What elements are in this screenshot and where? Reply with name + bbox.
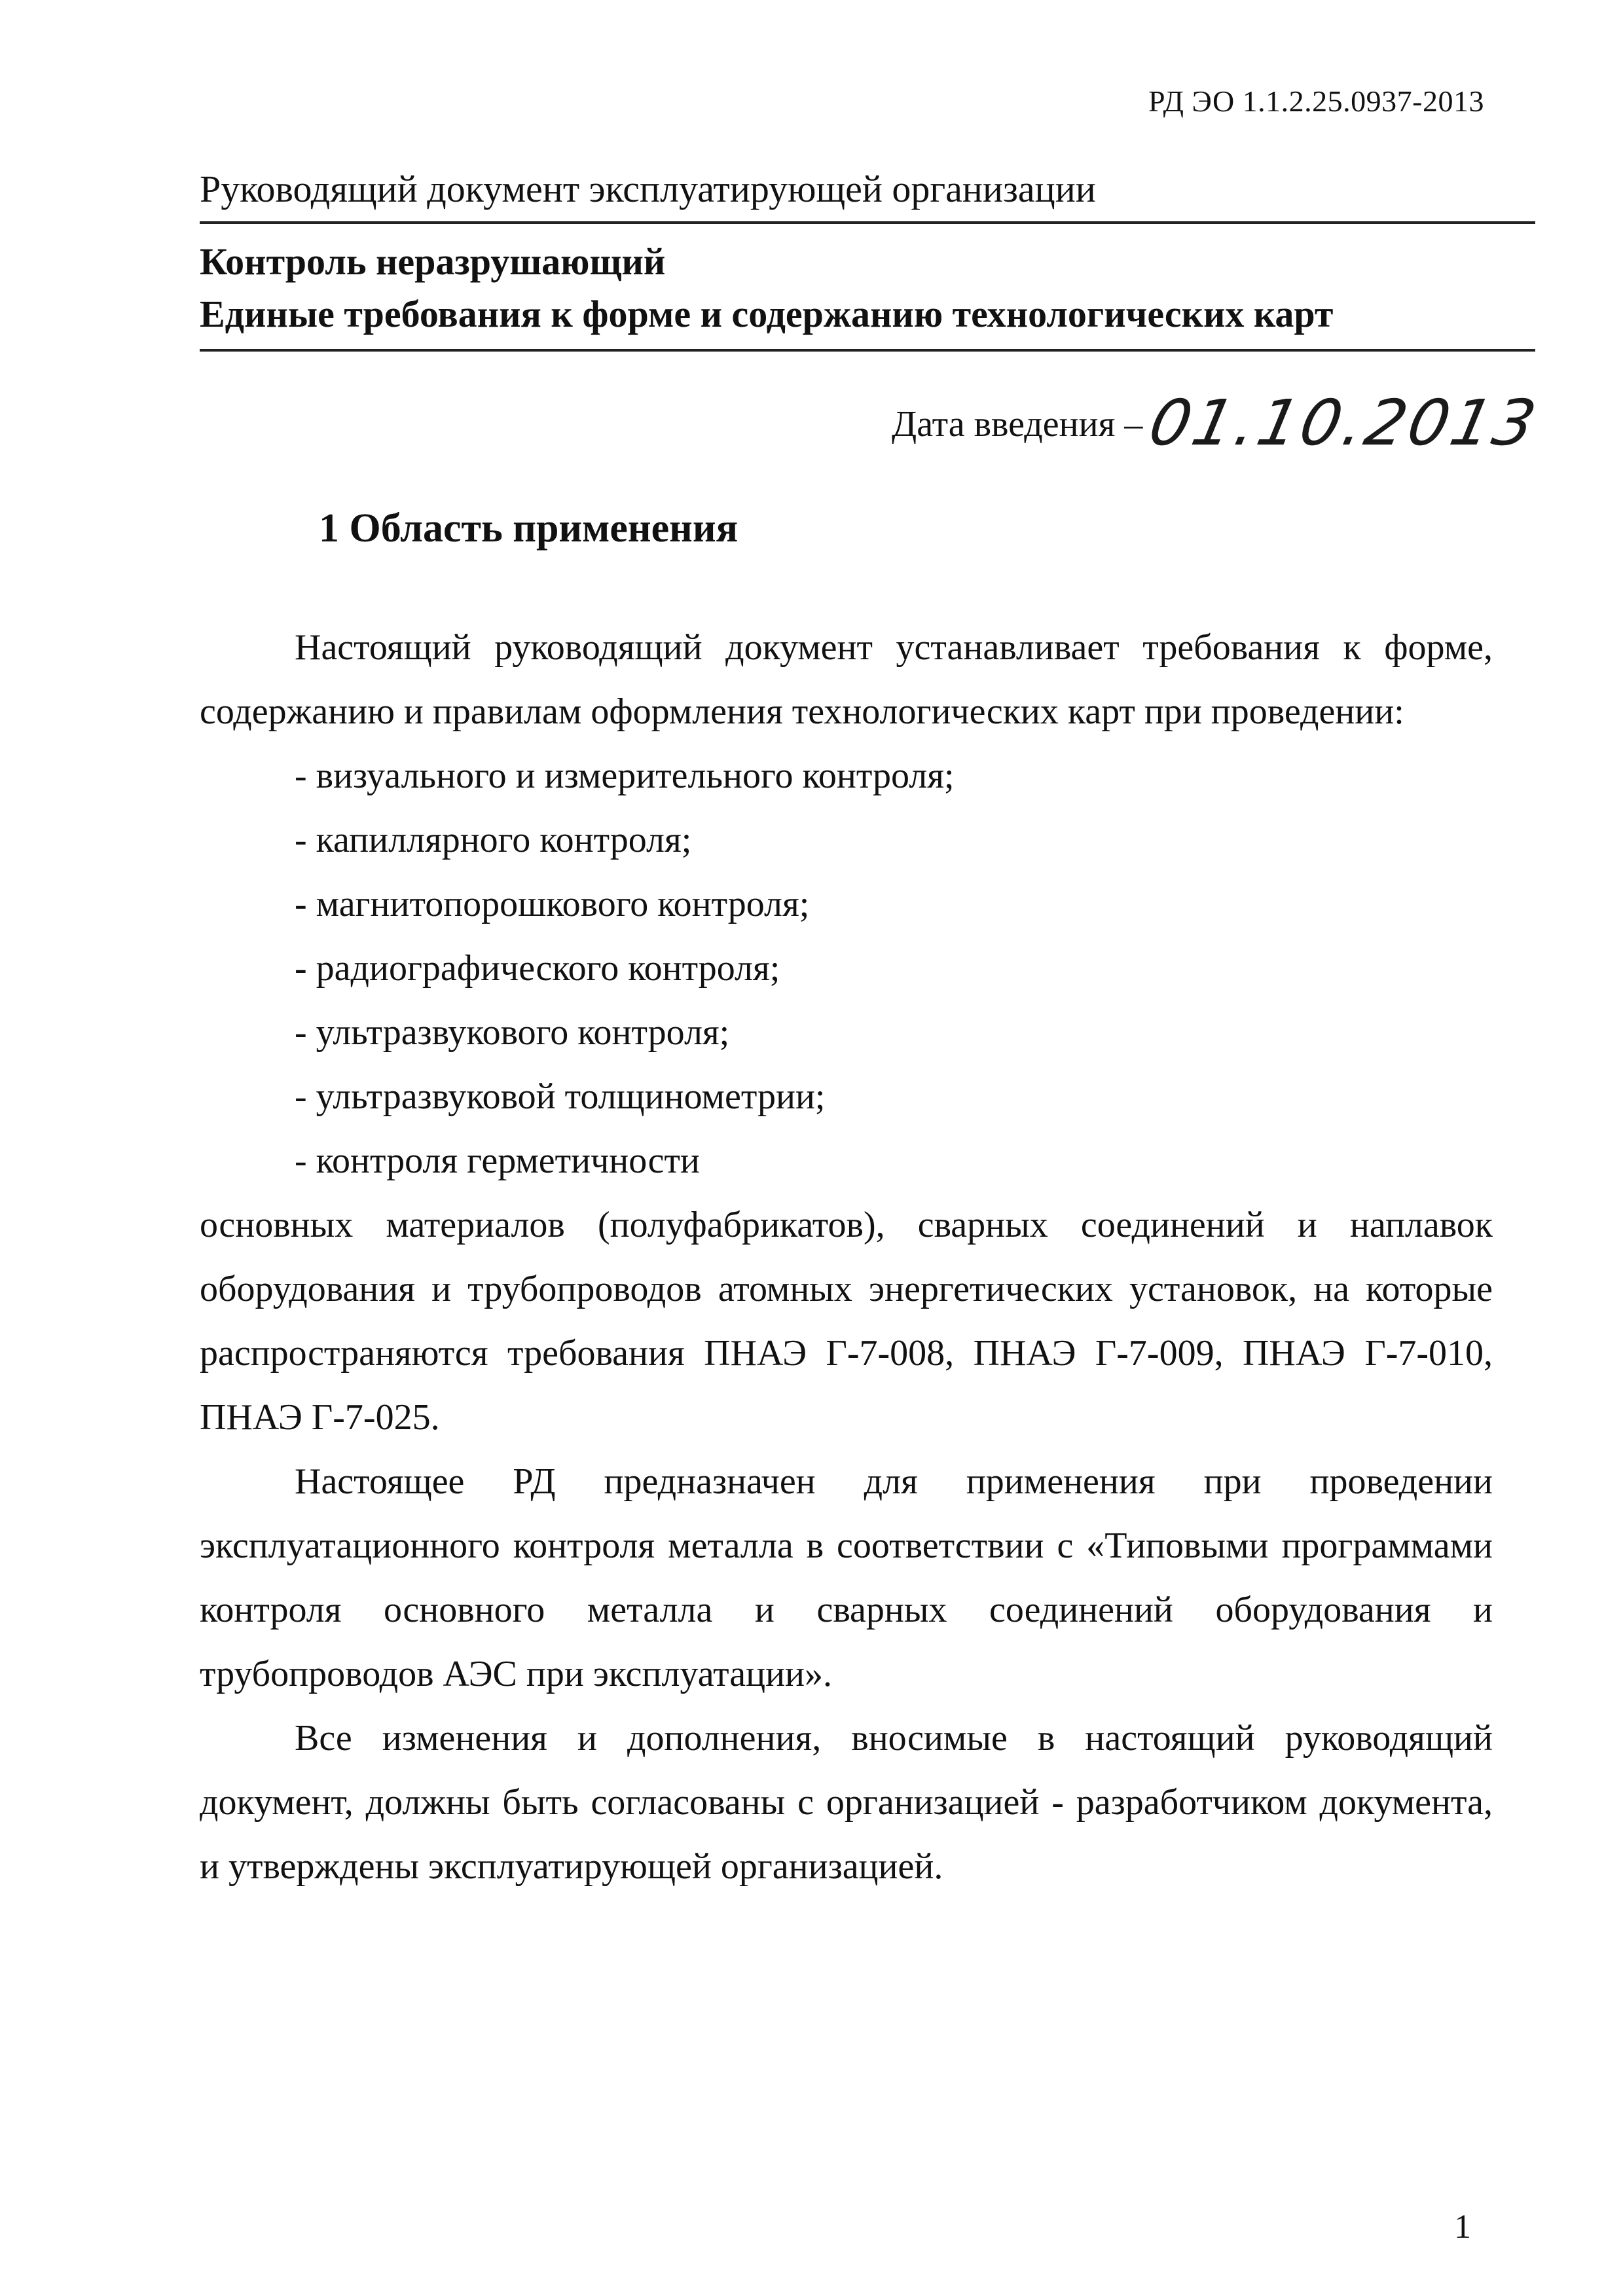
section-heading: 1 Область применения (319, 506, 739, 551)
page-number: 1 (1454, 2208, 1471, 2246)
introduction-date-handwritten: 01.10.2013 (1143, 386, 1545, 460)
list-item: - радиографического контроля; (295, 948, 780, 989)
paragraph-purpose: Настоящее РД предназначен для применения при проведении эксплуатационного контроля металла в соответствии с «Типовыми программами контроля основного металла и сварных соединений оборудования и трубопроводов АЭС при эксплуатации». (200, 1461, 1493, 1694)
title-line-2: Единые требования к форме и содержанию технологических карт (200, 293, 1334, 335)
list-item: - ультразвукового контроля; (295, 1012, 730, 1053)
title-line-1: Контроль неразрушающий (200, 240, 666, 283)
introduction-date-label: Дата введения – (892, 404, 1143, 445)
header-divider-bottom (200, 349, 1535, 352)
organization-line: Руководящий документ эксплуатирующей организации (200, 168, 1096, 210)
list-item: - контроля герметичности (295, 1140, 700, 1181)
list-item: - ультразвуковой толщинометрии; (295, 1076, 826, 1117)
paragraph-changes: Все изменения и дополнения, вносимые в настоящий руководящий документ, должны быть согласованы с организацией - разработчиком документа, и утверждены эксплуатирующей организацией. (200, 1718, 1493, 1887)
section-body (200, 615, 1493, 1899)
list-item: - магнитопорошкового контроля; (295, 884, 810, 924)
document-title (200, 236, 1333, 340)
list-item: - визуального и измерительного контроля; (295, 756, 955, 796)
paragraph-materials: основных материалов (полуфабрикатов), сварных соединений и наплавок оборудования и трубопроводов атомных энергетических установок, на которые распространяются требования ПНАЭ Г-7-008, ПНАЭ Г-7-009, ПНАЭ Г-7-010, ПНАЭ Г-7-025. (200, 1205, 1493, 1438)
list-item: - капиллярного контроля; (295, 820, 692, 860)
paragraph-scope: Настоящий руководящий документ устанавливает требования к форме, содержанию и правилам оформления технологических карт при проведении: (200, 627, 1493, 732)
document-code: РД ЭО 1.1.2.25.0937-2013 (1148, 84, 1484, 118)
header-divider-top (200, 221, 1535, 224)
introduction-date (892, 386, 1545, 460)
